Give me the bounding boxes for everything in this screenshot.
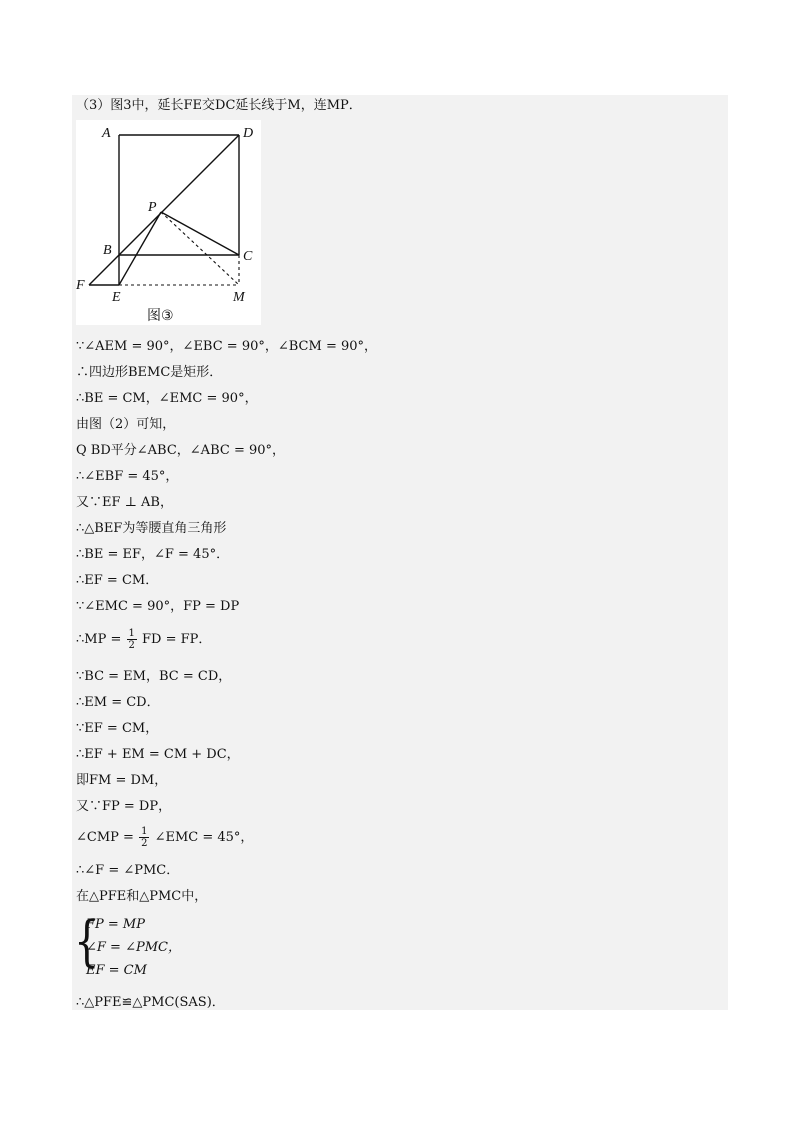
fraction-numerator-2: 1	[141, 826, 148, 837]
fraction-denominator: 2	[128, 640, 135, 651]
proof-line-13: ∵BC = EM，BC = CD，	[76, 669, 232, 684]
proof-line-6: ∴∠EBF = 45°，	[76, 469, 179, 484]
fraction-half-2	[139, 826, 149, 849]
proof-line-7: 又∵EF ⊥ AB，	[76, 495, 173, 510]
proof-line-14: ∴EM = CD．	[76, 695, 160, 710]
proof-line-2: ∴四边形BEMC是矩形．	[76, 365, 223, 380]
proof-line-11: ∵∠EMC = 90°，FP = DP	[76, 599, 240, 614]
proof-line-9: ∴BE = EF，∠F = 45°．	[76, 547, 230, 562]
proof-line-18: 又∵FP = DP，	[76, 799, 172, 814]
label-D: D	[243, 126, 254, 141]
proof-line-8: ∴△BEF为等腰直角三角形	[76, 521, 227, 536]
proof-line-15: ∵EF = CM，	[76, 721, 159, 736]
fraction-denominator-2: 2	[141, 838, 148, 849]
proof-line-3: ∴BE = CM，∠EMC = 90°，	[76, 391, 258, 406]
system-eq-2: ∠F = ∠PMC，	[86, 940, 181, 955]
system-eq-3: EF = CM	[86, 963, 147, 978]
proof-line-17: 即FM = DM，	[76, 773, 168, 788]
proof-line-5: Q BD平分∠ABC，∠ABC = 90°，	[76, 443, 286, 458]
proof-line-12-lhs: ∴MP =	[76, 632, 122, 647]
figure-3-diagram	[76, 120, 261, 325]
label-F: F	[76, 278, 85, 293]
figure-caption: 图③	[147, 308, 174, 324]
proof-line-12-rhs: FD = FP．	[142, 632, 212, 647]
proof-line-19-lhs: ∠CMP =	[76, 830, 134, 845]
proof-line-19	[76, 826, 253, 849]
proof-line-16: ∴EF + EM = CM + DC，	[76, 747, 240, 762]
fraction-half	[127, 628, 137, 651]
fraction-numerator: 1	[128, 628, 135, 639]
geometry-figure	[76, 120, 261, 325]
system-brace: {	[74, 910, 100, 974]
problem-part-header: （3）图3中，延长FE交DC延长线于M，连MP．	[76, 98, 362, 113]
system-eq-1: FP = MP	[86, 917, 145, 932]
proof-line-21: 在△PFE和△PMC中，	[76, 889, 208, 904]
proof-line-10: ∴EF = CM．	[76, 573, 159, 588]
label-B: B	[103, 243, 112, 258]
label-M: M	[233, 290, 245, 305]
proof-line-12	[76, 628, 211, 651]
proof-conclusion: ∴△PFE≌△PMC(SAS)．	[76, 995, 225, 1010]
proof-line-4: 由图（2）可知，	[76, 417, 176, 432]
proof-line-20: ∴∠F = ∠PMC．	[76, 863, 180, 878]
proof-line-1: ∵∠AEM = 90°，∠EBC = 90°，∠BCM = 90°，	[76, 339, 378, 354]
proof-line-19-rhs: ∠EMC = 45°，	[154, 830, 254, 845]
label-E: E	[112, 290, 121, 305]
label-C: C	[243, 249, 253, 264]
label-P: P	[148, 200, 157, 215]
label-A: A	[102, 126, 111, 141]
